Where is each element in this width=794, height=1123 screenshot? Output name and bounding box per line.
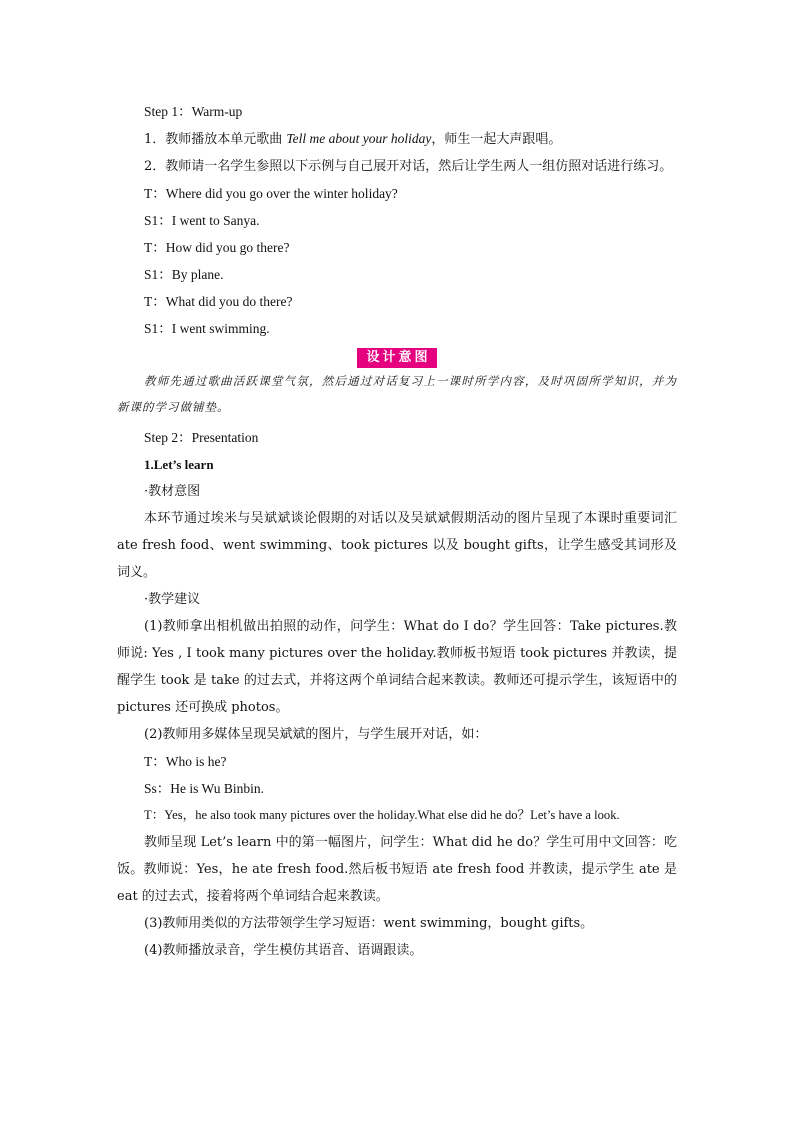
advice-paragraph-4: (4)教师播放录音，学生模仿其语音、语调跟读。 [144, 943, 423, 958]
advice-paragraph-2: (2)教师用多媒体呈现吴斌斌的图片，与学生展开对话，如： [144, 727, 488, 742]
step1-item1 [117, 125, 677, 153]
dialog-line: Ss：He is Wu Binbin. [144, 781, 264, 796]
advice-paragraph-2-cont: 教师呈现 Let’s learn 中的第一幅图片，问学生：What did he do？学生可用中文回答：吃饭。教师说：Yes，he ate fresh food.然后板书短语 ate fresh food 并教读，提示学生 ate 是 eat 的过去式，接着将两个单词结合起来教读。 [117, 835, 677, 904]
advice-paragraph-1: (1)教师拿出相机做出拍照的动作，问学生：What do I do？学生回答：Take pictures.教师说: Yes , I took many pictures over the holiday.教师板书短语 took pictures 并教读，提醒学生 took 是 take 的过去式，并将这两个单词结合起来教读。教师还可提示学生，该短语中的 pictures 还可换成 photos。 [117, 619, 677, 715]
song-title: Tell me about your holiday [286, 131, 432, 146]
design-intent-header [117, 346, 677, 366]
intent-label: ·教材意图 [144, 484, 201, 499]
step1-item2: 2．教师请一名学生参照以下示例与自己展开对话，然后让学生两人一组仿照对话进行练习。 [144, 159, 673, 174]
document-page [117, 98, 677, 964]
dialog-line: T：What did you do there? [144, 294, 293, 309]
dialog-line: T：Who is he? [144, 754, 227, 769]
step1-item1-prefix: 1．教师播放本单元歌曲 [144, 132, 287, 147]
dialog-line: T：Yes，he also took many pictures over the holiday.What else did he do？Let’s have a look. [144, 808, 620, 822]
section-title: 1.Let’s learn [144, 457, 214, 472]
dialog-line: S1：By plane. [144, 267, 224, 282]
advice-label: ·教学建议 [144, 592, 201, 607]
design-intent-badge: 设计意图 [357, 348, 436, 368]
step2-title: Step 2：Presentation [144, 430, 259, 445]
dialog-line: S1：I went to Sanya. [144, 213, 260, 228]
dialog-line: S1：I went swimming. [144, 321, 270, 336]
design-intent-text: 教师先通过歌曲活跃课堂气氛，然后通过对话复习上一课时所学内容，及时巩固所学知识，并为新课的学习做铺垫。 [117, 374, 677, 414]
advice-paragraph-3: (3)教师用类似的方法带领学生学习短语：went swimming，bought gifts。 [144, 916, 594, 931]
dialog-line: T：Where did you go over the winter holiday? [144, 186, 398, 201]
step1-title: Step 1：Warm-up [144, 104, 243, 119]
step1-item1-suffix: ，师生一起大声跟唱。 [431, 132, 562, 147]
intent-text: 本环节通过埃米与吴斌斌谈论假期的对话以及吴斌斌假期活动的图片呈现了本课时重要词汇 ate fresh food、went swimming、took pictures 以及 bought gifts，让学生感受其词形及词义。 [117, 511, 677, 580]
dialog-line: T：How did you go there? [144, 240, 290, 255]
